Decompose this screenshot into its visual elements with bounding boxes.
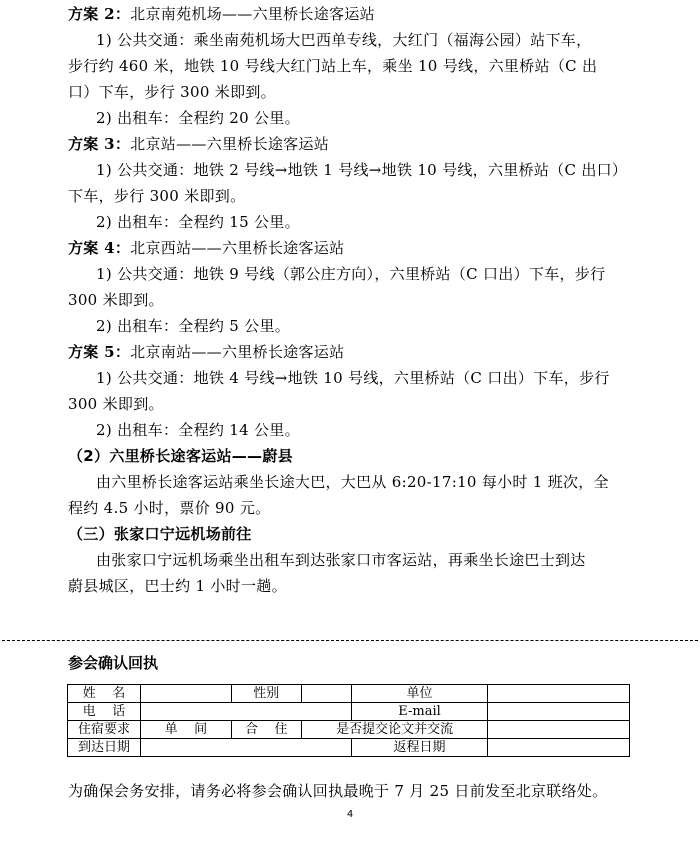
plan-3-line: 1) 公共交通：地铁 2 号线→地铁 1 号线→地铁 10 号线，六里桥站（C 出口） bbox=[96, 161, 628, 179]
registration-form-table bbox=[67, 684, 630, 757]
return-date-input-cell[interactable] bbox=[488, 739, 630, 757]
plan-4-line: 300 米即到。 bbox=[68, 291, 164, 309]
form-row-lodging bbox=[68, 721, 630, 739]
submission-note: 为确保会务安排，请务必将参会确认回执最晚于 7 月 25 日前发至北京联络处。 bbox=[68, 782, 608, 800]
phone-label: 电 话 bbox=[68, 703, 141, 721]
phone-input-cell[interactable] bbox=[140, 703, 351, 721]
plan-route: 北京南苑机场——六里桥长途客运站 bbox=[130, 5, 375, 23]
form-row-name bbox=[68, 685, 630, 703]
plan-2-line: 步行约 460 米，地铁 10 号线大红门站上车，乘坐 10 号线，六里桥站（C 出 bbox=[68, 57, 598, 75]
section-3-heading: （三）张家口宁远机场前往 bbox=[68, 525, 252, 543]
gender-label: 性别 bbox=[231, 685, 301, 703]
unit-input-cell[interactable] bbox=[488, 685, 630, 703]
plan-5-title bbox=[68, 339, 344, 365]
form-row-phone bbox=[68, 703, 630, 721]
gender-input-cell[interactable] bbox=[301, 685, 351, 703]
plan-2-line: 1) 公共交通：乘坐南苑机场大巴西单专线，大红门（福海公园）站下车， bbox=[96, 31, 592, 49]
section-3-line: 由张家口宁远机场乘坐出租车到达张家口市客运站，再乘坐长途巴士到达 bbox=[96, 551, 586, 569]
plan-3-title bbox=[68, 131, 329, 157]
plan-5-line: 2) 出租车：全程约 14 公里。 bbox=[96, 421, 300, 439]
arrival-date-input-cell[interactable] bbox=[140, 739, 351, 757]
plan-2-line: 口）下车，步行 300 米即到。 bbox=[68, 83, 276, 101]
single-room-option[interactable]: 单 间 bbox=[140, 721, 231, 739]
plan-label: 方案 3： bbox=[68, 135, 131, 153]
section-2-line: 程约 4.5 小时，票价 90 元。 bbox=[68, 499, 271, 517]
plan-4-title bbox=[68, 235, 344, 261]
plan-5-line: 1) 公共交通：地铁 4 号线→地铁 10 号线，六里桥站（C 口出）下车，步行 bbox=[96, 369, 610, 387]
plan-3-line: 2) 出租车：全程约 15 公里。 bbox=[96, 213, 300, 231]
arrival-date-label: 到达日期 bbox=[68, 739, 141, 757]
page-number: 4 bbox=[346, 809, 354, 820]
section-2-line: 由六里桥长途客运站乘坐长途大巴，大巴从 6:20-17:10 每小时 1 班次，全 bbox=[96, 473, 609, 491]
plan-route: 北京站——六里桥长途客运站 bbox=[130, 135, 330, 153]
form-title: 参会确认回执 bbox=[68, 654, 159, 672]
plan-2-line: 2) 出租车：全程约 20 公里。 bbox=[96, 109, 300, 127]
plan-label: 方案 2： bbox=[68, 5, 131, 23]
form-row-dates bbox=[68, 739, 630, 757]
plan-5-line: 300 米即到。 bbox=[68, 395, 164, 413]
cut-line-divider bbox=[2, 640, 698, 641]
plan-route: 北京南站——六里桥长途客运站 bbox=[130, 343, 345, 361]
plan-3-line: 下车，步行 300 米即到。 bbox=[68, 187, 246, 205]
name-label: 姓 名 bbox=[68, 685, 141, 703]
paper-submission-label: 是否提交论文并交流 bbox=[301, 721, 488, 739]
plan-label: 方案 4： bbox=[68, 239, 131, 257]
paper-submission-input-cell[interactable] bbox=[488, 721, 630, 739]
name-input-cell[interactable] bbox=[140, 685, 231, 703]
plan-4-line: 2) 出租车：全程约 5 公里。 bbox=[96, 317, 291, 335]
email-input-cell[interactable] bbox=[488, 703, 630, 721]
plan-route: 北京西站——六里桥长途客运站 bbox=[130, 239, 345, 257]
plan-label: 方案 5： bbox=[68, 343, 131, 361]
section-2-heading: （2）六里桥长途客运站——蔚县 bbox=[68, 447, 293, 465]
shared-room-option[interactable]: 合 住 bbox=[231, 721, 301, 739]
section-3-line: 蔚县城区，巴士约 1 小时一趟。 bbox=[68, 577, 287, 595]
lodging-label: 住宿要求 bbox=[68, 721, 141, 739]
plan-2-title bbox=[68, 1, 375, 27]
unit-label: 单位 bbox=[351, 685, 488, 703]
plan-4-line: 1) 公共交通：地铁 9 号线（郭公庄方向），六里桥站（C 口出）下车，步行 bbox=[96, 265, 606, 283]
email-label: E-mail bbox=[351, 703, 488, 721]
return-date-label: 返程日期 bbox=[351, 739, 488, 757]
